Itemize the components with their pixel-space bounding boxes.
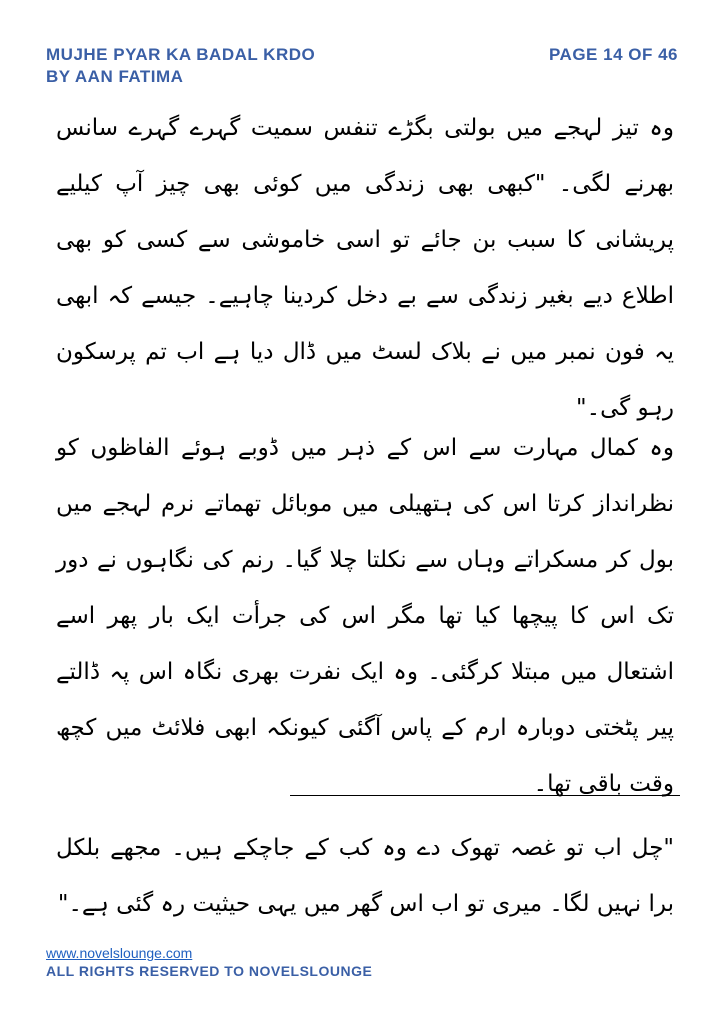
footer-copyright: ALL RIGHTS RESERVED TO NOVELSLOUNGE [46,963,373,979]
paragraph-3: "چل اب تو غصہ تھوک دے وہ کب کے جاچکے ہیں۔ مجھے بلکل برا نہیں لگا۔ میری تو اب اس گھر میں یہی حیثیت رہ گئی ہے۔" [56,835,674,917]
section-divider [290,795,680,796]
header-page-number: PAGE 14 OF 46 [548,45,678,64]
header-author: BY AAN FATIMA [46,67,184,86]
document-body-2 [56,420,674,812]
paragraph-2: وہ کمال مہارت سے اس کے ذہر میں ڈوبے ہوئے الفاظوں کو نظرانداز کرتا اس کی ہتھیلی میں موبائل تھماتے نرم لہجے میں بول کر مسکراتے وہاں سے نکلتا چلا گیا۔ رنم کی نگاہوں نے دور تک اس کا پیچھا کیا تھا مگر اس کی جرأت ایک بار پھر اسے اشتعال میں مبتلا کرگئی۔ وہ ایک نفرت بھری نگاہ اس پہ ڈالتے پیر پٹختی دوبارہ ارم کے پاس آگئی کیونکہ ابھی فلائٹ میں کچھ وقت باقی تھا۔ [56,435,674,797]
footer-website-link[interactable]: www.novelslounge.com [46,945,193,961]
document-body [56,100,674,436]
document-body-3 [56,820,674,932]
paragraph-1: وہ تیز لہجے میں بولتی بگڑے تنفس سمیت گہرے گہرے سانس بھرنے لگی۔ "کبھی بھی زندگی میں کوئی بھی چیز آپ کیلیے پریشانی کا سبب بن جائے تو اسی خاموشی سے کسی کو بھی اطلاع دیے بغیر زندگی سے بے دخل کردینا چاہیے۔ جیسے کہ ابھی یہ فون نمبر میں نے بلاک لسٹ میں ڈال دیا ہے اب تم پرسکون رہو گی۔" [56,115,674,421]
header-novel-title: MUJHE PYAR KA BADAL KRDO [46,45,316,64]
